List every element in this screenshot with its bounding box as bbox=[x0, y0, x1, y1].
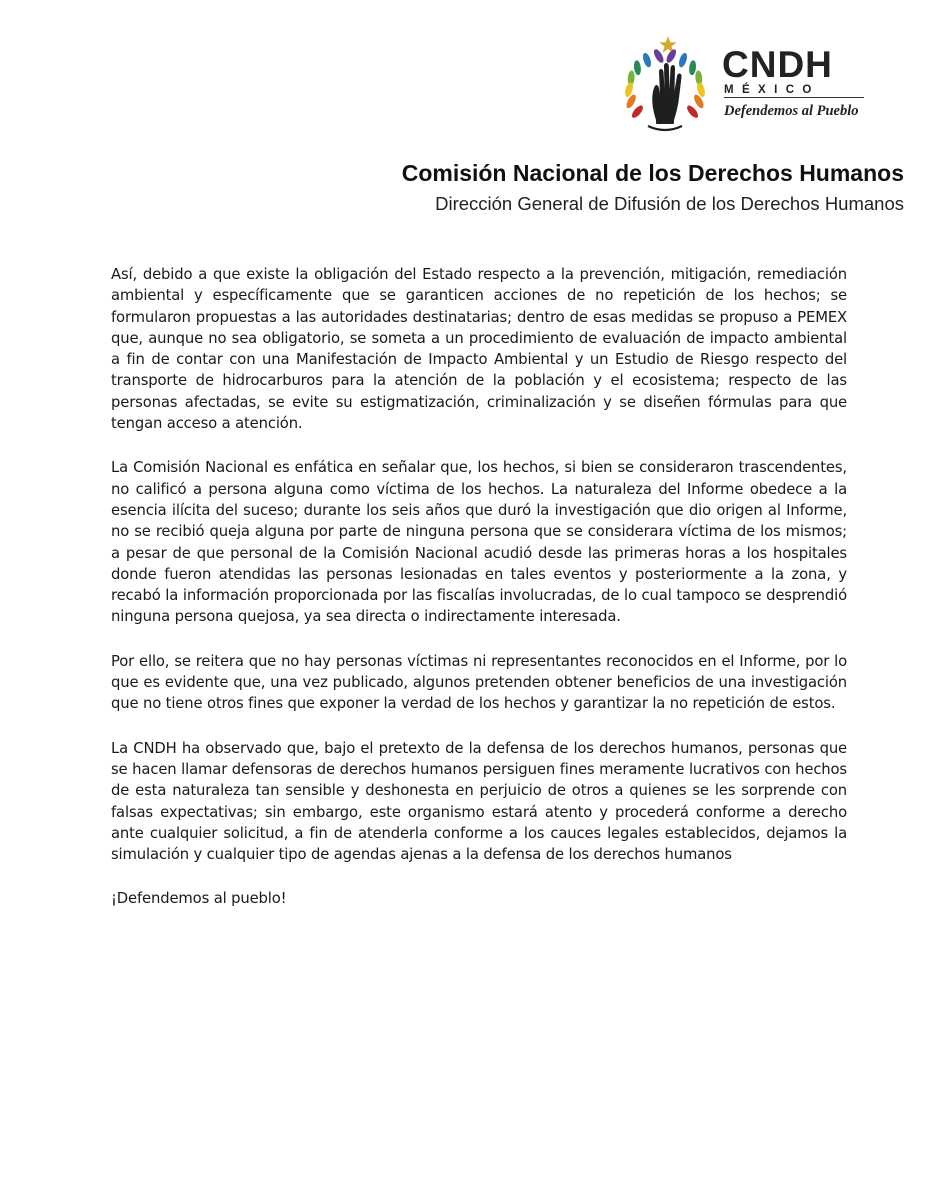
laurel-leaf bbox=[688, 60, 696, 76]
department-subtitle: Dirección General de Difusión de los Derechos Humanos bbox=[435, 193, 904, 214]
laurel-leaf bbox=[677, 52, 688, 68]
institution-title: Comisión Nacional de los Derechos Humanos bbox=[401, 160, 904, 186]
laurel-leaf bbox=[641, 52, 652, 68]
brand-motto: Defendemos al Pueblo bbox=[724, 103, 859, 119]
paragraph: Por ello, se reitera que no hay personas víctimas ni representantes reconocidos en el Informe, por lo que es evidente que, una vez publicado, algunos pretenden obtener beneficios de una investigación que no tiene otros fines que exponer la verdad de los hechos y garantizar la no repetición de estos. bbox=[111, 652, 847, 713]
paragraph: Así, debido a que existe la obligación del Estado respecto a la prevención, mitigación, remediación ambiental y específicamente que se garanticen acciones de no repetición de los hechos; se formularon propuestas a las autoridades destinatarias; dentro de esas medidas se propuso a PEMEX que, aunque no sea obligatorio, se someta a un procedimiento de evaluación de impacto ambiental a fin de contar con una Manifestación de Impacto Ambiental y un Estudio de Riesgo respecto del transporte de hidrocarburos para la atención de la población y el ecosistema; respecto de las personas afectadas, se evite su estigmatización, criminalización y se diseñen fórmulas para que tengan acceso a atención. bbox=[111, 266, 847, 433]
brand-country: MÉXICO bbox=[724, 84, 820, 96]
laurel-leaf bbox=[633, 60, 641, 76]
cndh-emblem-icon bbox=[618, 34, 722, 136]
paragraph: La Comisión Nacional es enfática en señalar que, los hechos, si bien se consideraron trascendentes, no calificó a persona alguna como víctima de los hechos. La naturaleza del Informe obedece a la esencia ilícita del suceso; durante los seis años que duró la investigación que dio origen al Informe, no se recibió queja alguna por parte de ninguna persona que se considerara víctima de los mismos; a pesar de que personal de la Comisión Nacional acudió desde las primeras horas a los hospitales donde fueron atendidas las personas lesionadas en tales eventos y posteriormente a la zona, y recabó la información proporcionada por las fiscalías involucradas, de lo cual tampoco se desprendió ninguna persona quejosa, ya sea directa o indirectamente interesada. bbox=[111, 459, 847, 626]
cndh-logo bbox=[618, 34, 868, 136]
laurel-leaf bbox=[685, 104, 700, 120]
paragraph: La CNDH ha observado que, bajo el pretexto de la defensa de los derechos humanos, personas que se hacen llamar defensoras de derechos humanos persiguen fines meramente lucrativos con hechos de esta naturaleza tan sensible y deshonesta en perjuicio de otros a quienes se les sorprende con falsas expectativas; sin embargo, este organismo estará atento y procederá conforme a derecho ante cualquier solicitud, a fin de atenderla conforme a los cauces legales establecidos, dejamos la simulación y cualquier tipo de agendas ajenas a la defensa de los derechos humanos bbox=[111, 739, 847, 864]
brand-divider bbox=[724, 97, 864, 98]
brand-name: CNDH bbox=[722, 44, 833, 85]
document-body bbox=[111, 264, 847, 933]
laurel-leaf bbox=[630, 104, 645, 120]
closing-line: ¡Defendemos al pueblo! bbox=[111, 890, 287, 908]
